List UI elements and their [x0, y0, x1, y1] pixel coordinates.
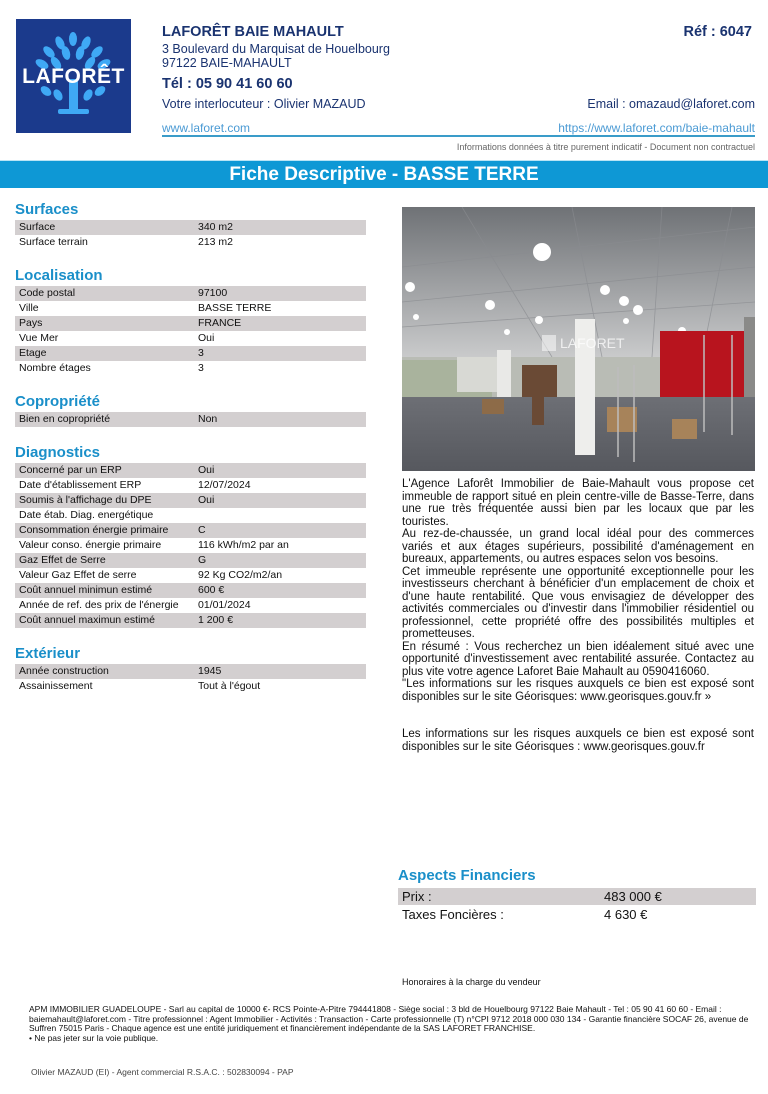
table-row	[15, 361, 366, 376]
legal-text-2: • Ne pas jeter sur la voie publique.	[29, 1032, 159, 1043]
table-row	[15, 220, 366, 235]
property-details	[15, 200, 366, 710]
price-row	[398, 888, 756, 905]
fees-note: Honoraires à la charge du vendeur	[402, 977, 541, 987]
laforet-logo	[16, 19, 131, 133]
legal-text: APM IMMOBILIER GUADELOUPE - Sarl au capital de 10000 €- RCS Pointe-A-Pitre 794441808 - Siège social : 3 bld de Houelbourg 97122 Baie Mahault - Tel : 05 90 41 60 60 - Email : baiemahault@laforet.com - Titre professionnel : Agent Immobilier - Activités : Transaction - Carte professionnelle (T) n°CPI 9712 2018 000 030 134 - Garantie financière SOCAF 26, avenue de Suffren 75015 Paris - Chaque agence est une entité juridiquement et financièrement indépendante de la SAS LAFORET FRANCHISE.	[29, 1004, 749, 1033]
table-row	[15, 598, 366, 613]
section-copropriete	[15, 392, 366, 427]
section-exterieur	[15, 644, 366, 694]
row-label: Coût annuel maximun estimé	[19, 614, 155, 626]
property-reference: Réf : 6047	[683, 24, 752, 40]
row-label: Assainissement	[19, 680, 93, 692]
table-row	[15, 235, 366, 250]
row-value: 01/01/2024	[198, 599, 251, 611]
title-banner	[0, 160, 768, 188]
section-diagnostics	[15, 443, 366, 628]
row-value: 1945	[198, 665, 222, 677]
row-value: 97100	[198, 287, 228, 299]
row-label: Soumis à l'affichage du DPE	[19, 494, 152, 506]
agent-info: Olivier MAZAUD (EI) - Agent commercial R.S.A.C. : 502830094 - PAP	[31, 1067, 294, 1077]
row-value: FRANCE	[198, 317, 242, 329]
address-line2: 97122 BAIE-MAHAULT	[162, 56, 292, 70]
row-value: Oui	[198, 464, 215, 476]
row-label: Nombre étages	[19, 362, 91, 374]
disclaimer: Informations données à titre purement indicatif - Document non contractuel	[456, 142, 755, 152]
table-row	[15, 478, 366, 493]
table-row	[15, 538, 366, 553]
section-title: Extérieur	[15, 645, 81, 662]
table-row	[15, 316, 366, 331]
tax-row	[398, 906, 756, 923]
table-row	[15, 346, 366, 361]
description-paragraph: L'Agence Laforêt Immobilier de Baie-Mahault vous propose cet immeuble de rapport situé en plein centre-ville de Basse-Terre, dans une rue très fréquentée aussi bien par les locaux que par les touristes.	[402, 478, 754, 528]
agency-name: LAFORÊT BAIE MAHAULT	[162, 24, 344, 40]
description-paragraph: "Les informations sur les risques auxquels ce bien est exposé sont disponibles sur le site Géorisques: www.georisques.gouv.fr »	[402, 678, 754, 703]
row-value: 340 m2	[198, 221, 234, 233]
spacer	[402, 703, 754, 728]
logo-wordmark: LAFORÊT	[22, 65, 125, 88]
table-row	[15, 463, 366, 478]
row-label: Pays	[19, 317, 43, 329]
table-row	[15, 568, 366, 583]
row-label: Valeur conso. énergie primaire	[19, 539, 162, 551]
table-row	[15, 286, 366, 301]
row-label: Bien en copropriété	[19, 413, 111, 425]
table-row	[15, 331, 366, 346]
row-label: Coût annuel minimun estimé	[19, 584, 153, 596]
row-value: Oui	[198, 494, 215, 506]
header-divider	[162, 135, 755, 137]
contact-email[interactable]: Email : omazaud@laforet.com	[587, 97, 755, 111]
row-value: 600 €	[198, 584, 225, 596]
row-value: 213 m2	[198, 236, 234, 248]
section-title: Localisation	[15, 267, 103, 284]
property-photo	[402, 207, 755, 471]
row-label: Etage	[19, 347, 47, 359]
row-label: Ville	[19, 302, 39, 314]
table-row	[15, 613, 366, 628]
financial-table	[398, 888, 756, 924]
row-value: Non	[198, 413, 218, 425]
row-value: G	[198, 554, 207, 566]
contact-person: Votre interlocuteur : Olivier MAZAUD	[162, 97, 366, 111]
row-value: 3	[198, 347, 204, 359]
page-title: Fiche Descriptive - BASSE TERRE	[229, 164, 539, 185]
section-surfaces	[15, 200, 366, 250]
row-label: Code postal	[19, 287, 76, 299]
row-value: 1 200 €	[198, 614, 234, 626]
table-row	[15, 553, 366, 568]
row-label: Surface terrain	[19, 236, 88, 248]
price-value: 483 000 €	[604, 889, 662, 904]
section-localisation	[15, 266, 366, 376]
row-label: Prix :	[402, 889, 432, 904]
table-row	[15, 679, 366, 694]
row-label: Date étab. Diag. energétique	[19, 509, 154, 521]
table-row	[15, 493, 366, 508]
agency-url-link[interactable]: https://www.laforet.com/baie-mahault	[558, 121, 755, 135]
row-label: Consommation énergie primaire	[19, 524, 169, 536]
description-paragraph: En résumé : Vous recherchez un bien idéalement situé avec une opportunité d'investissement avec rentabilité assurée. Contactez au plus vite votre agence Laforet Baie Mahault au 0590416060.	[402, 640, 754, 678]
row-label: Surface	[19, 221, 56, 233]
row-value: 3	[198, 362, 204, 374]
table-row	[15, 583, 366, 598]
row-label: Vue Mer	[19, 332, 59, 344]
row-label: Gaz Effet de Serre	[19, 554, 106, 566]
row-value: 116 kWh/m2 par an	[198, 539, 289, 551]
row-label: Année de ref. des prix de l'énergie	[19, 599, 179, 611]
section-title: Surfaces	[15, 201, 79, 218]
row-value: 92 Kg CO2/m2/an	[198, 569, 283, 581]
website-link[interactable]: www.laforet.com	[162, 121, 251, 135]
tax-value: 4 630 €	[604, 907, 648, 922]
row-label: Valeur Gaz Effet de serre	[19, 569, 137, 581]
table-row	[15, 523, 366, 538]
row-label: Taxes Foncières :	[402, 907, 504, 922]
address-line1: 3 Boulevard du Marquisat de Houelbourg	[162, 42, 390, 56]
row-label: Année construction	[19, 665, 109, 677]
description-paragraph: Les informations sur les risques auxquels ce bien est exposé sont disponibles sur le site Géorisques : www.georisques.gouv.fr	[402, 728, 754, 753]
table-row	[15, 412, 366, 427]
agency-phone: Tél : 05 90 41 60 60	[162, 76, 293, 92]
section-title: Diagnostics	[15, 444, 101, 461]
row-label: Concerné par un ERP	[19, 464, 122, 476]
photo-watermark: LAFORET	[560, 335, 625, 351]
row-value: Tout à l'égout	[198, 680, 261, 692]
row-value: BASSE TERRE	[198, 302, 272, 314]
row-value: 12/07/2024	[198, 479, 251, 491]
row-value: C	[198, 524, 206, 536]
property-description	[402, 478, 754, 753]
row-label: Date d'établissement ERP	[19, 479, 142, 491]
row-value	[194, 508, 366, 523]
financial-title: Aspects Financiers	[398, 867, 536, 884]
row-value: Oui	[198, 332, 215, 344]
legal-notice	[29, 1005, 759, 1043]
description-paragraph: Cet immeuble représente une opportunité exceptionnelle pour les investisseurs cherchant à bénéficier d'un emplacement de choix et d'une haute rentabilité. Que vous envisagiez de développer des activités commerciales ou d'investir dans l'immobilier résidentiel ou professionnel, cette propriété offre des possibilités multiples et prometteuses.	[402, 565, 754, 640]
table-row	[15, 301, 366, 316]
table-row	[15, 508, 366, 523]
description-paragraph: Au rez-de-chaussée, un grand local idéal pour des commerces variés et aux étages supérieurs, possibilité d'aménagement en bureaux, appartements, ou autres espaces selon vos besoins.	[402, 528, 754, 565]
table-row	[15, 664, 366, 679]
section-title: Copropriété	[15, 393, 101, 410]
